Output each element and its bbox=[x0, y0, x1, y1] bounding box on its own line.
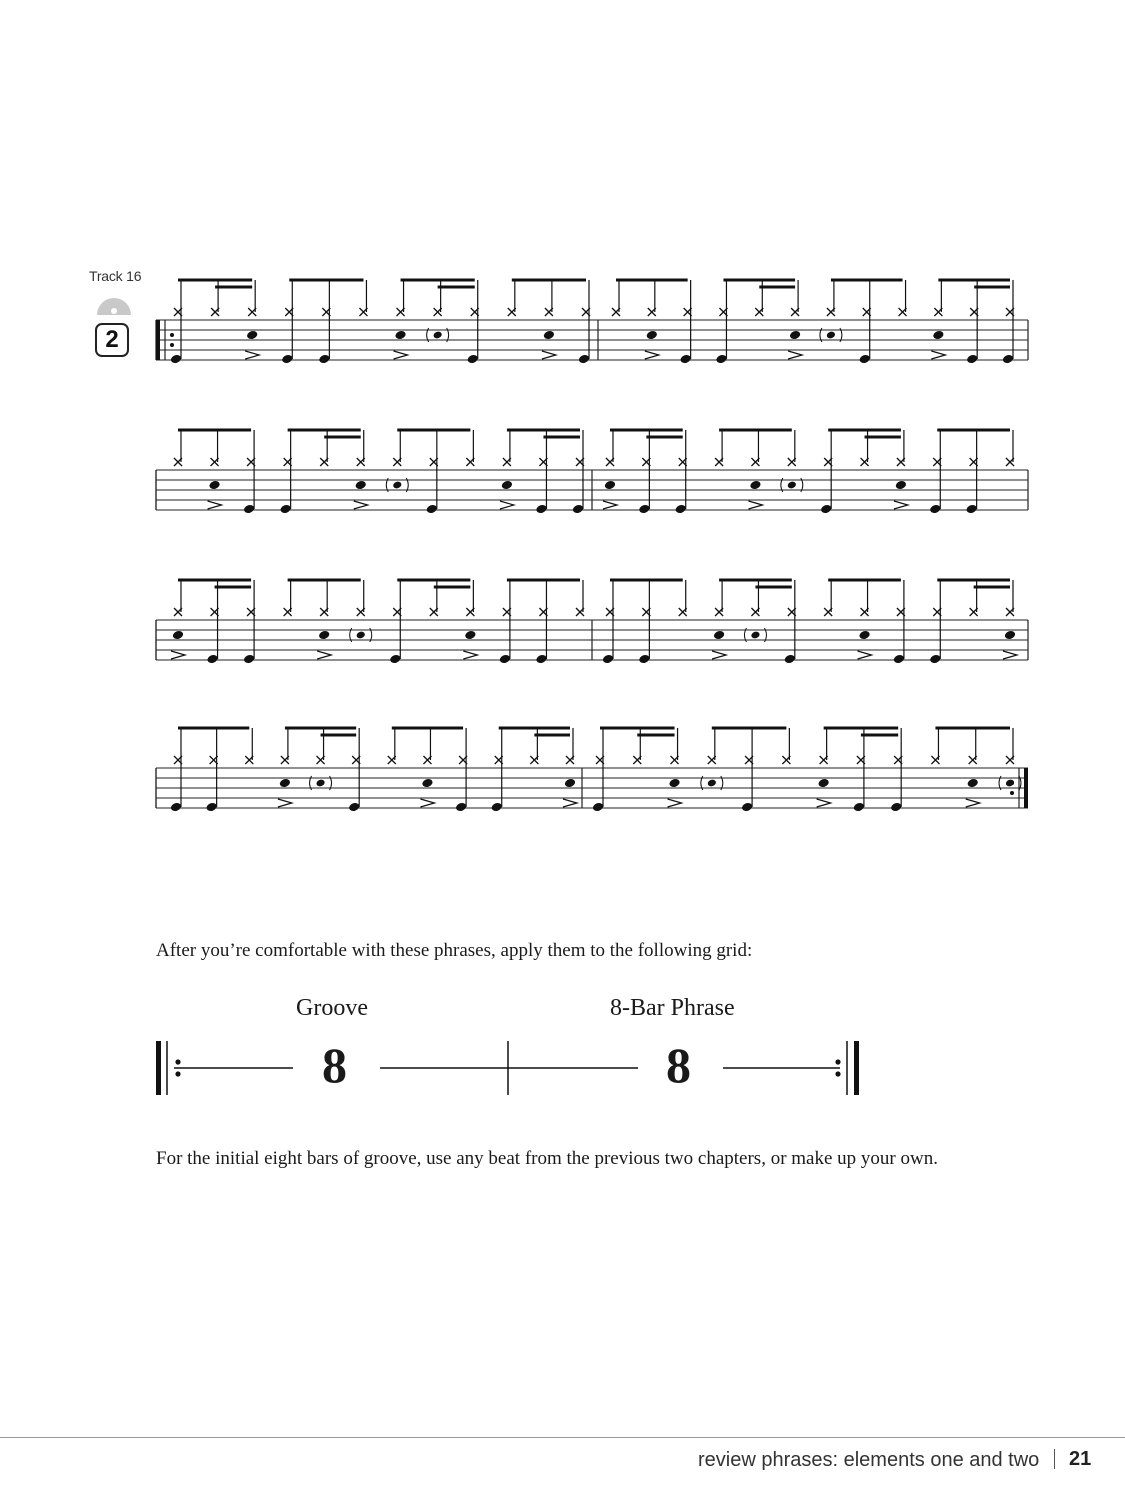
grid-repeat-thick-bar-left bbox=[156, 1041, 161, 1095]
kick-note bbox=[318, 354, 330, 365]
snare-note bbox=[817, 778, 829, 789]
grid-label-groove: Groove bbox=[296, 995, 368, 1021]
accent-mark bbox=[603, 501, 617, 509]
accent-mark bbox=[208, 501, 222, 509]
accent-mark bbox=[966, 799, 980, 807]
accent-mark bbox=[245, 351, 259, 359]
grid-bar-count-phrase: 8 bbox=[666, 1037, 691, 1093]
grid-repeat-thick-bar-right bbox=[854, 1041, 859, 1095]
accent-mark bbox=[317, 651, 331, 659]
accent-mark bbox=[278, 799, 292, 807]
accent-mark bbox=[463, 651, 477, 659]
kick-note bbox=[170, 802, 182, 813]
kick-note bbox=[499, 654, 511, 665]
grid-bar-count-groove: 8 bbox=[322, 1037, 347, 1093]
snare-note bbox=[789, 330, 801, 341]
accent-mark bbox=[645, 351, 659, 359]
grid-label-phrase: 8-Bar Phrase bbox=[610, 995, 735, 1021]
kick-note bbox=[578, 354, 590, 365]
accent-mark bbox=[171, 651, 185, 659]
kick-note bbox=[853, 802, 865, 813]
phrase-grid bbox=[150, 1038, 870, 1100]
track-label: Track 16 bbox=[89, 268, 142, 284]
kick-note bbox=[389, 654, 401, 665]
accent-mark bbox=[894, 501, 908, 509]
kick-note bbox=[929, 504, 941, 515]
kick-note bbox=[205, 802, 217, 813]
kick-note bbox=[535, 504, 547, 515]
kick-note bbox=[741, 802, 753, 813]
kick-note bbox=[455, 802, 467, 813]
kick-note bbox=[966, 354, 978, 365]
accent-mark bbox=[858, 651, 872, 659]
repeat-dot bbox=[170, 343, 174, 347]
kick-note bbox=[675, 504, 687, 515]
snare-note bbox=[749, 480, 761, 491]
kick-note bbox=[243, 654, 255, 665]
instruction-text: After you’re comfortable with these phrases, apply them to the following grid: bbox=[156, 940, 753, 961]
kick-note bbox=[348, 802, 360, 813]
repeat-thick-bar bbox=[156, 320, 160, 360]
snare-note bbox=[858, 630, 870, 641]
page-number: 21 bbox=[1069, 1448, 1092, 1470]
accent-mark bbox=[563, 799, 577, 807]
snare-note bbox=[355, 480, 367, 491]
grid-repeat-dot bbox=[175, 1071, 180, 1076]
kick-note bbox=[784, 654, 796, 665]
kick-note bbox=[206, 654, 218, 665]
snare-note bbox=[421, 778, 433, 789]
snare-note bbox=[932, 330, 944, 341]
kick-note bbox=[592, 802, 604, 813]
snare-note bbox=[246, 330, 258, 341]
kick-note bbox=[535, 654, 547, 665]
snare-note bbox=[895, 480, 907, 491]
ghost-snare-note bbox=[433, 331, 443, 340]
ghost-snare-note bbox=[356, 631, 366, 640]
kick-note bbox=[859, 354, 871, 365]
accent-mark bbox=[542, 351, 556, 359]
exercise-number-badge: 2 bbox=[95, 323, 129, 357]
accent-mark bbox=[500, 501, 514, 509]
kick-note bbox=[638, 654, 650, 665]
ghost-snare-note bbox=[707, 779, 717, 788]
kick-note bbox=[893, 654, 905, 665]
kick-note bbox=[281, 354, 293, 365]
snare-note bbox=[543, 330, 555, 341]
kick-note bbox=[965, 504, 977, 515]
kick-note bbox=[279, 504, 291, 515]
accent-mark bbox=[817, 799, 831, 807]
kick-note bbox=[426, 504, 438, 515]
accent-mark bbox=[788, 351, 802, 359]
snare-note bbox=[501, 480, 513, 491]
snare-note bbox=[604, 480, 616, 491]
kick-note bbox=[1002, 354, 1014, 365]
running-title: review phrases: elements one and two bbox=[698, 1449, 1040, 1471]
snare-note bbox=[967, 778, 979, 789]
accent-mark bbox=[1003, 651, 1017, 659]
snare-note bbox=[318, 630, 330, 641]
ghost-snare-note bbox=[750, 631, 760, 640]
kick-note bbox=[890, 802, 902, 813]
ghost-snare-note bbox=[1005, 779, 1015, 788]
kick-note bbox=[602, 654, 614, 665]
footer-rule bbox=[0, 1437, 1125, 1438]
kick-note bbox=[820, 504, 832, 515]
snare-note bbox=[1004, 630, 1016, 641]
kick-note bbox=[929, 654, 941, 665]
kick-note bbox=[491, 802, 503, 813]
grid-repeat-dot bbox=[835, 1071, 840, 1076]
kick-note bbox=[243, 504, 255, 515]
snare-note bbox=[564, 778, 576, 789]
snare-note bbox=[208, 480, 220, 491]
kick-note bbox=[715, 354, 727, 365]
kick-note bbox=[467, 354, 479, 365]
accent-mark bbox=[748, 501, 762, 509]
kick-note bbox=[170, 354, 182, 365]
kick-note bbox=[638, 504, 650, 515]
accent-mark bbox=[668, 799, 682, 807]
snare-note bbox=[713, 630, 725, 641]
accent-mark bbox=[354, 501, 368, 509]
instruction-text-2: For the initial eight bars of groove, use any beat from the previous two chapters, or make up your own. bbox=[156, 1148, 938, 1169]
snare-note bbox=[394, 330, 406, 341]
repeat-thick-bar bbox=[1024, 768, 1028, 808]
repeat-dot bbox=[1010, 791, 1014, 795]
snare-note bbox=[646, 330, 658, 341]
accent-mark bbox=[712, 651, 726, 659]
snare-note bbox=[279, 778, 291, 789]
snare-note bbox=[172, 630, 184, 641]
grid-repeat-dot bbox=[175, 1059, 180, 1064]
ghost-snare-note bbox=[392, 481, 402, 490]
ghost-snare-note bbox=[826, 331, 836, 340]
repeat-dot bbox=[170, 333, 174, 337]
accent-mark bbox=[420, 799, 434, 807]
ghost-snare-note bbox=[787, 481, 797, 490]
accent-mark bbox=[931, 351, 945, 359]
kick-note bbox=[572, 504, 584, 515]
accent-mark bbox=[394, 351, 408, 359]
snare-note bbox=[464, 630, 476, 641]
kick-note bbox=[679, 354, 691, 365]
snare-note bbox=[668, 778, 680, 789]
ghost-snare-note bbox=[316, 779, 326, 788]
grid-repeat-dot bbox=[835, 1059, 840, 1064]
footer-separator bbox=[1054, 1449, 1055, 1469]
